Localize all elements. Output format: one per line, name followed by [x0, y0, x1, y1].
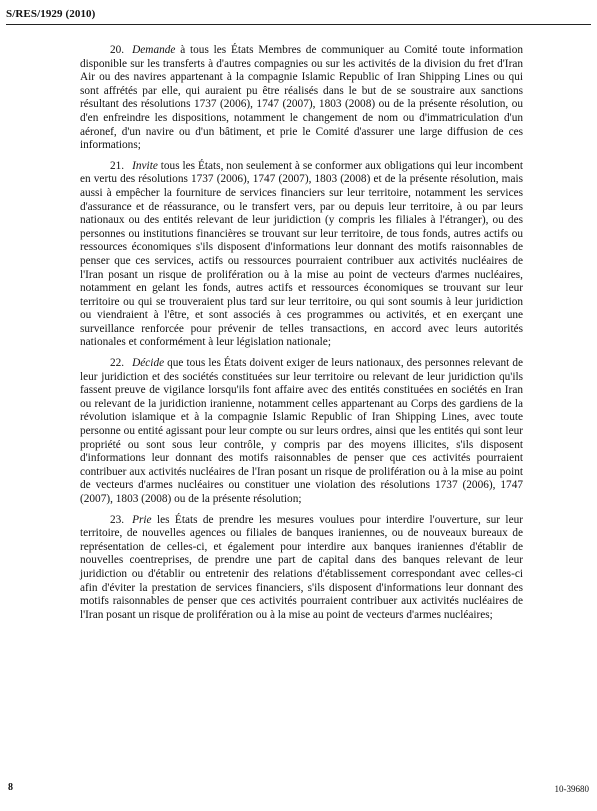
paragraph-21 [80, 160, 523, 350]
paragraph-text: tous les États, non seulement à se conformer aux obligations qui leur incombent en vertu des résolutions 1737 (2006), 1747 (2007), 1803 (2008) et de la présente résolution, mais aussi à empêcher la fourniture de services financiers sur leur territoire, notamment les services d'assurance et de réassurance, ou le transfert vers, par ou depuis leur territoire, à ou par leurs nationaux ou des entités relevant de leur juridiction (y compris les filiales à l'étranger), ou des personnes ou institutions financières se trouvant sur leur territoire, de tous fonds, autres actifs ou ressources économiques s'ils disposent d'informations leur donnant des motifs raisonnables de penser que ces services, actifs ou ressources pourraient contribuer aux activités nucléaires de l'Iran posant un risque de prolifération ou à la mise au point de vecteurs d'armes nucléaires, notamment en gelant les fonds, autres actifs et ressources économiques se trouvant sur leur territoire ou qui se trouveraient plus tard sur leur territoire, ou qui sont soumis à leur juridiction ou viendraient à l'être, et sont associés à ces programmes ou activités, et en exerçant une surveillance renforcée pour prévenir de telles transactions, en accord avec leurs autorités nationales et conformément à leur législation nationale; [80, 159, 523, 349]
operative-verb: Décide [132, 357, 165, 370]
paragraph-number: 20. [110, 44, 125, 56]
page-header [6, 6, 591, 25]
operative-verb: Prie [132, 513, 152, 526]
page-number: 8 [8, 782, 13, 793]
paragraph-number: 22. [110, 357, 125, 370]
paragraph-text: les États de prendre les mesures voulues pour interdire l'ouverture, sur leur territoire, de nouvelles agences ou filiales de banques iraniennes, ou de nouveaux bureaux de représentation de celles-ci, et également pour interdire aux banques iraniennes d'établir de nouvelles coentreprises, de prendre une part de capital dans des banques relevant de leur juridiction ou d'établir ou entretenir des relations d'établissement correspondant avec celles-ci afin d'éviter la prestation de services financiers, s'ils disposent d'informations leur donnant des motifs raisonnables de penser que ces activités pourraient contribuer aux activités nucléaires de l'Iran posant un risque de prolifération ou à la mise au point de vecteurs d'armes nucléaires; [80, 513, 523, 621]
document-code: 10-39680 [554, 784, 589, 794]
paragraph-20 [80, 44, 523, 153]
document-symbol: S/RES/1929 (2010) [6, 8, 96, 20]
paragraph-23 [80, 514, 523, 623]
operative-verb: Demande [132, 44, 176, 56]
operative-verb: Invite [132, 159, 158, 172]
document-body [80, 44, 523, 629]
paragraph-number: 23. [110, 513, 125, 526]
paragraph-number: 21. [110, 159, 125, 172]
paragraph-text: que tous les États doivent exiger de leurs nationaux, des personnes relevant de leur juridiction et des sociétés constituées sur leur territoire ou relevant de leur juridiction qu'ils fassent preuve de vigilance lorsqu'ils font affaire avec des entités constituées en sociétés en Iran ou relevant de la juridiction iranienne, notamment celles appartenant au Corps des gardiens de la révolution islamique et à la compagnie Islamic Republic of Iran Shipping Lines, avec toute personne ou entité agissant pour leur compte ou sur leurs ordres, ainsi que les entités qui sont leur propriété ou sont sous leur contrôle, y compris par des moyens illicites, s'ils disposent d'informations leur donnant des motifs raisonnables de penser que ces activités pourraient contribuer aux activités nucléaires de l'Iran posant un risque de prolifération ou à la mise au point de vecteurs d'armes nucléaires ou constituer une violation des résolutions 1737 (2006), 1747 (2007), 1803 (2008) ou de la présente résolution; [80, 357, 523, 505]
paragraph-22 [80, 357, 523, 507]
paragraph-text: à tous les États Membres de communiquer au Comité toute information disponible sur les transferts à d'autres compagnies ou sur les activités de la division du fret d'Iran Air ou des navires appartenant à la compagnie Islamic Republic of Iran Shipping Lines ou qui sont affrétés par elle, qui auraient pu être réalisés dans le but de se soustraire aux sanctions résultant des résolutions 1737 (2006), 1747 (2007), 1803 (2008) ou de la présente résolution, ou d'en enfreindre les dispositions, notamment le changement de nom ou d'immatriculation d'un aéronef, d'un navire ou d'un bâtiment, et prie le Comité d'assurer une large diffusion de ces informations; [80, 44, 523, 152]
